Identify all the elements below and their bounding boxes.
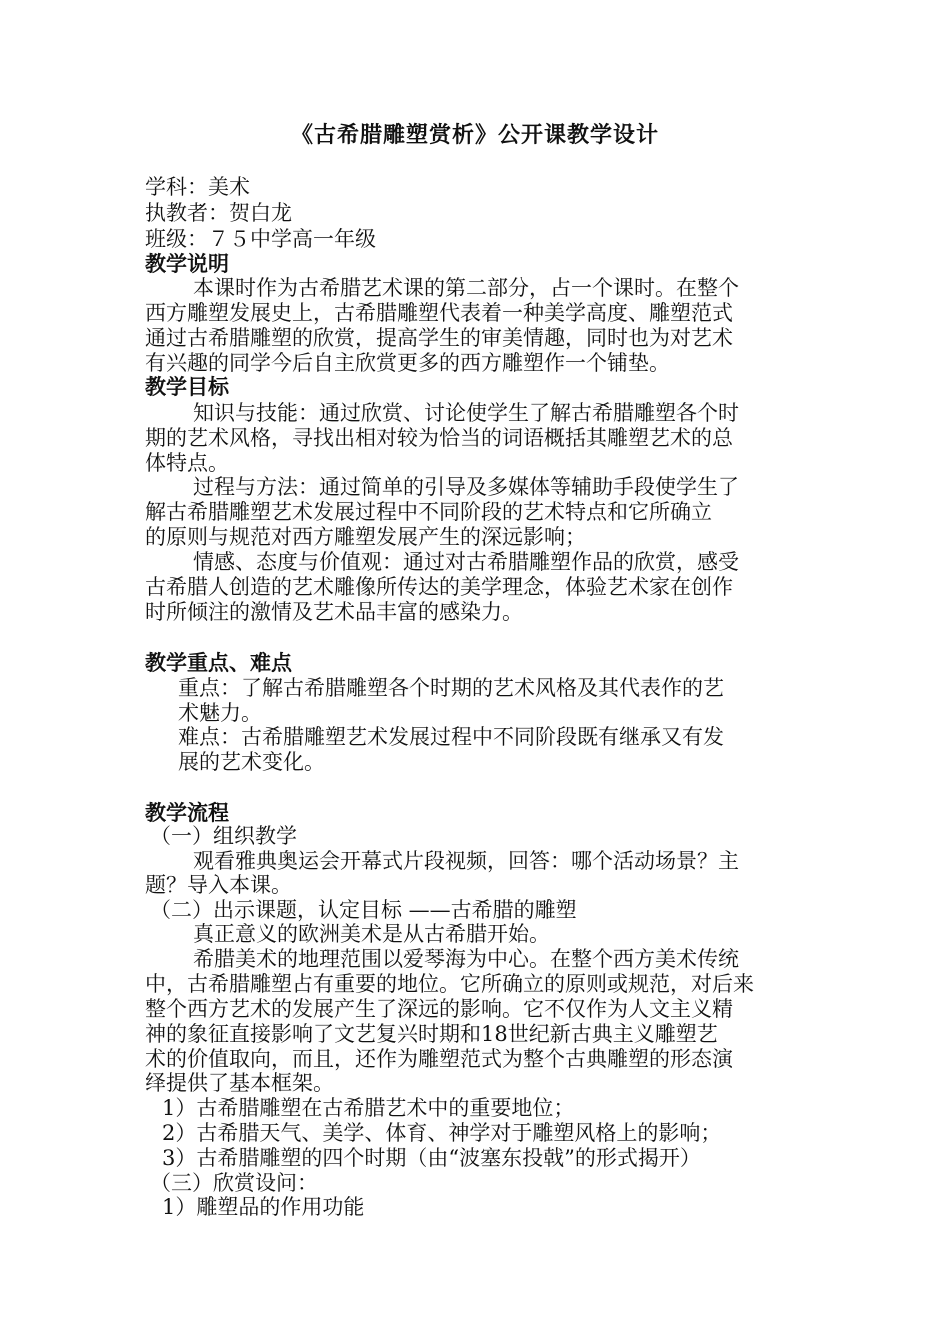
subsection-title: （三）欣赏设问： xyxy=(150,1171,318,1195)
paragraph-line: 题？导入本课。 xyxy=(145,873,292,897)
section-heading-goals: 教学目标 xyxy=(145,374,229,399)
paragraph-line: 过程与方法：通过简单的引导及多媒体等辅助手段使学生了 xyxy=(193,475,739,499)
subsection-title: （一）组织教学 xyxy=(150,824,297,848)
paragraph-line: 情感、态度与价值观：通过对古希腊雕塑作品的欣赏，感受 xyxy=(193,550,739,574)
paragraph-line: 绎提供了基本框架。 xyxy=(145,1071,334,1095)
subsection-title: （二）出示课题，认定目标 ——古希腊的雕塑 xyxy=(150,898,577,922)
paragraph-line: 体特点。 xyxy=(145,451,229,475)
list-item: 1）雕塑品的作用功能 xyxy=(162,1195,365,1219)
paragraph-line: 知识与技能：通过欣赏、讨论使学生了解古希腊雕塑各个时 xyxy=(193,401,739,425)
paragraph-line: 术的价值取向，而且，还作为雕塑范式为整个古典雕塑的形态演 xyxy=(145,1047,733,1071)
paragraph-line: 重点：了解古希腊雕塑各个时期的艺术风格及其代表作的艺 xyxy=(178,676,724,700)
paragraph-line: 真正意义的欧洲美术是从古希腊开始。 xyxy=(193,922,550,946)
section-heading-description: 教学说明 xyxy=(145,251,229,276)
section-heading-key-points: 教学重点、难点 xyxy=(145,650,292,675)
paragraph-line: 古希腊人创造的艺术雕像所传达的美学理念，体验艺术家在创作 xyxy=(145,575,733,599)
document-title: 《古希腊雕塑赏析》公开课教学设计 xyxy=(290,122,659,148)
paragraph-line: 希腊美术的地理范围以爱琴海为中心。在整个西方美术传统 xyxy=(193,947,739,971)
list-item: 2）古希腊天气、美学、体育、神学对于雕塑风格上的影响； xyxy=(162,1121,722,1145)
paragraph-line: 通过古希腊雕塑的欣赏，提高学生的审美情趣，同时也为对艺术 xyxy=(145,326,733,350)
list-item: 3）古希腊雕塑的四个时期（由“波塞东投戟”的形式揭开） xyxy=(162,1146,701,1170)
section-heading-flow: 教学流程 xyxy=(145,800,229,825)
paragraph-line: 观看雅典奥运会开幕式片段视频，回答：哪个活动场景？主 xyxy=(193,849,739,873)
paragraph-line: 本课时作为古希腊艺术课的第二部分，占一个课时。在整个 xyxy=(193,276,739,300)
paragraph-line: 术魅力。 xyxy=(178,701,262,725)
paragraph-line: 展的艺术变化。 xyxy=(178,750,325,774)
paragraph-line: 中，古希腊雕塑占有重要的地位。它所确立的原则或规范，对后来 xyxy=(145,972,754,996)
paragraph-line: 解古希腊雕塑艺术发展过程中不同阶段的艺术特点和它所确立 xyxy=(145,500,712,524)
paragraph-line: 西方雕塑发展史上，古希腊雕塑代表着一种美学高度、雕塑范式 xyxy=(145,301,733,325)
paragraph-line: 神的象征直接影响了文艺复兴时期和18世纪新古典主义雕塑艺 xyxy=(145,1022,718,1046)
paragraph-line: 时所倾注的激情及艺术品丰富的感染力。 xyxy=(145,600,523,624)
class-line: 班级：７５中学高一年级 xyxy=(145,227,376,251)
paragraph-line: 有兴趣的同学今后自主欣赏更多的西方雕塑作一个铺垫。 xyxy=(145,351,670,375)
paragraph-line: 整个西方艺术的发展产生了深远的影响。它不仅作为人文主义精 xyxy=(145,997,733,1021)
paragraph-line: 的原则与规范对西方雕塑发展产生的深远影响； xyxy=(145,525,586,549)
paragraph-line: 期的艺术风格，寻找出相对较为恰当的词语概括其雕塑艺术的总 xyxy=(145,426,733,450)
teacher-line: 执教者：贺白龙 xyxy=(145,201,292,225)
list-item: 1）古希腊雕塑在古希腊艺术中的重要地位； xyxy=(162,1096,575,1120)
paragraph-line: 难点：古希腊雕塑艺术发展过程中不同阶段既有继承又有发 xyxy=(178,725,724,749)
subject-line: 学科：美术 xyxy=(145,175,250,199)
